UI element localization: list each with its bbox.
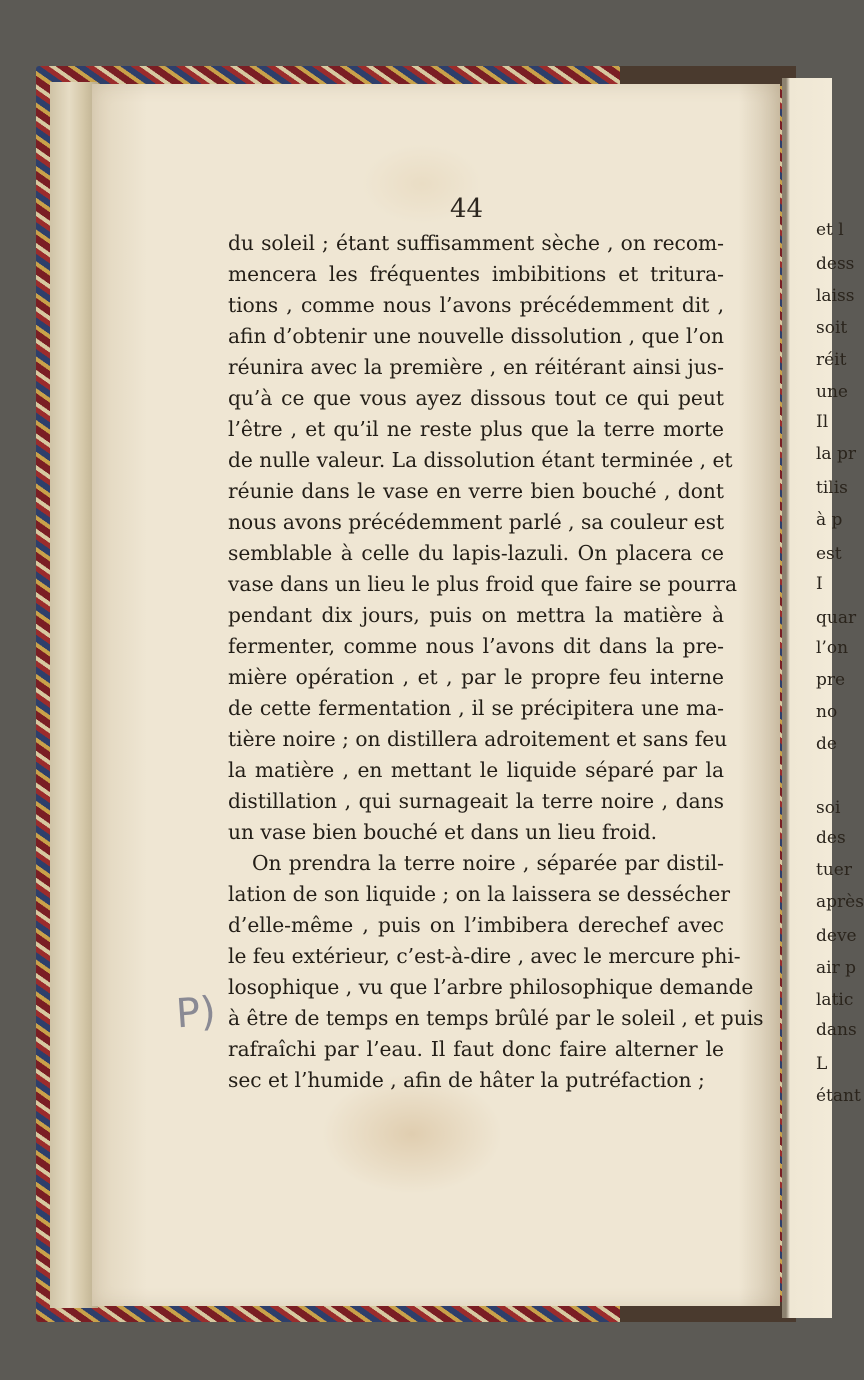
page-number: 44 xyxy=(450,194,484,224)
text-line: lation de son liquide ; on la laissera se dessécher xyxy=(228,882,731,906)
text-line: un vase bien bouché et dans un lieu froid. xyxy=(228,820,658,844)
text-line: réunira avec la première , en réitérant ainsi jus- xyxy=(228,355,724,379)
text-line: le feu extérieur, c’est-à-dire , avec le mercure phi- xyxy=(228,944,741,968)
pencil-annotation: P) xyxy=(174,988,218,1038)
text-line: tière noire ; on distillera adroitement et sans feu xyxy=(228,727,728,751)
text-line: losophique , vu que l’arbre philosophique demande xyxy=(228,975,754,999)
next-page-fragment: de xyxy=(816,734,837,754)
next-page-fragment: tuer xyxy=(816,860,852,880)
next-page-fragment: quar xyxy=(816,608,857,628)
next-page-edge xyxy=(782,78,864,1318)
text-line: distillation , qui surnageait la terre noire , dans xyxy=(228,789,724,813)
next-page-fragment: deve xyxy=(816,926,857,946)
text-line: afin d’obtenir une nouvelle dissolution , que l’on xyxy=(228,324,724,348)
next-page-fragment: laiss xyxy=(816,286,855,306)
text-line: pendant dix jours, puis on mettra la matière à xyxy=(228,603,724,627)
next-page-fragment: réit xyxy=(816,350,847,370)
cover-edge-top xyxy=(620,66,796,86)
text-line: de cette fermentation , il se précipitera une ma- xyxy=(228,696,724,720)
text-line: qu’à ce que vous ayez dissous tout ce qui peut xyxy=(228,386,724,410)
next-page-fragment: dess xyxy=(816,254,855,274)
next-page-fragment: soi xyxy=(816,798,841,818)
text-line: d’elle-même , puis on l’imbibera derechef avec xyxy=(228,913,724,937)
text-line: On prendra la terre noire , séparée par distil- xyxy=(252,851,724,875)
page-block-edge xyxy=(50,82,98,1308)
text-line: réunie dans le vase en verre bien bouché , dont xyxy=(228,479,724,503)
next-page-fragment: latic xyxy=(816,990,854,1010)
text-line: mencera les fréquentes imbibitions et tritura- xyxy=(228,262,724,286)
next-page-fragment: l’on xyxy=(816,638,849,658)
next-page-fragment: est xyxy=(816,544,842,564)
next-page-fragment: soit xyxy=(816,318,848,338)
next-page-fragment: L xyxy=(816,1054,828,1074)
text-line: sec et l’humide , afin de hâter la putréfaction ; xyxy=(228,1068,705,1092)
next-page-fragment: une xyxy=(816,382,848,402)
text-line: vase dans un lieu le plus froid que faire se pourra xyxy=(228,572,738,596)
text-line: semblable à celle du lapis-lazuli. On placera ce xyxy=(228,541,724,565)
text-line: rafraîchi par l’eau. Il faut donc faire alterner le xyxy=(228,1037,724,1061)
next-page-fragment: no xyxy=(816,702,838,722)
page-text xyxy=(228,228,764,1096)
next-page-fragment: Il xyxy=(816,412,829,432)
next-page-fragment: tilis xyxy=(816,478,848,498)
next-page-fragment: à p xyxy=(816,510,843,530)
text-line: fermenter, comme nous l’avons dit dans la pre- xyxy=(228,634,724,658)
text-line: nous avons précédemment parlé , sa couleur est xyxy=(228,510,725,534)
text-line: de nulle valeur. La dissolution étant terminée , et xyxy=(228,448,733,472)
text-line: la matière , en mettant le liquide séparé par la xyxy=(228,758,724,782)
text-line: mière opération , et , par le propre feu interne xyxy=(228,665,724,689)
next-page-fragment: étant xyxy=(816,1086,861,1106)
text-line: l’être , et qu’il ne reste plus que la terre morte xyxy=(228,417,724,441)
next-page-fragment: I xyxy=(816,574,823,594)
next-page-fragment: air p xyxy=(816,958,856,978)
next-page-fragment: la pr xyxy=(816,444,856,464)
text-line: du soleil ; étant suffisamment sèche , on recom- xyxy=(228,231,724,255)
text-line: tions , comme nous l’avons précédemment dit , xyxy=(228,293,724,317)
next-page-fragment: dans xyxy=(816,1020,857,1040)
next-page-fragment: et l xyxy=(816,220,844,240)
next-page-fragment: après xyxy=(816,892,864,912)
next-page-fragment: des xyxy=(816,828,846,848)
next-page-fragment: pre xyxy=(816,670,846,690)
text-line: à être de temps en temps brûlé par le soleil , et puis xyxy=(228,1006,764,1030)
